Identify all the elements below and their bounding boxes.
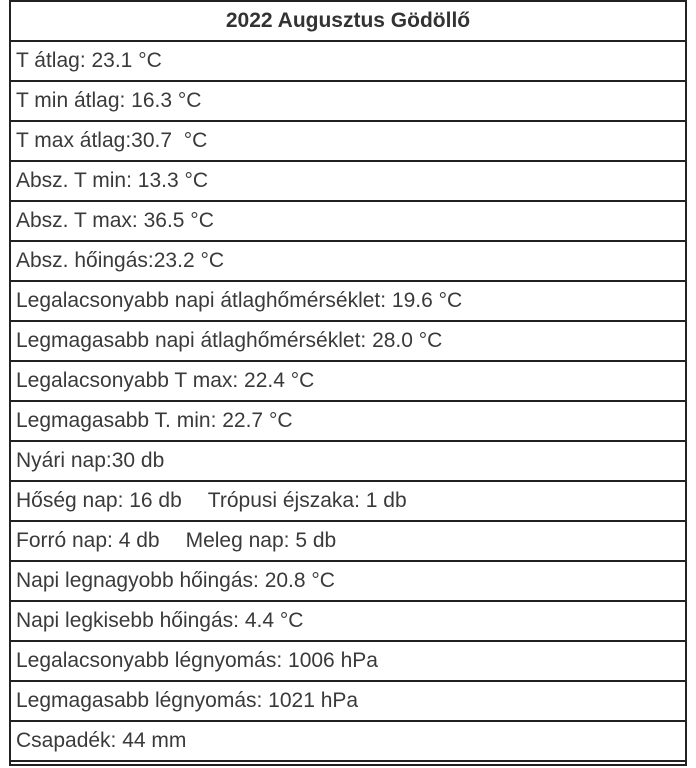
row-lowest-pressure: Legalacsonyabb légnyomás: 1006 hPa (11, 642, 685, 682)
weather-stats-table (9, 0, 687, 766)
row-max-daily-temp-range: Napi legnagyobb hőingás: 20.8 °C (11, 562, 685, 602)
row-abs-temp-range: Absz. hőingás:23.2 °C (11, 242, 685, 282)
row-t-average: T átlag: 23.1 °C (11, 42, 685, 82)
row-highest-pressure: Legmagasabb légnyomás: 1021 hPa (11, 682, 685, 722)
row-highest-t-min: Legmagasabb T. min: 22.7 °C (11, 402, 685, 442)
row-hot-days-warm-days (11, 522, 685, 562)
row-lowest-daily-average: Legalacsonyabb napi átlaghőmérséklet: 19.6 °C (11, 282, 685, 322)
row-lowest-t-max: Legalacsonyabb T max: 22.4 °C (11, 362, 685, 402)
row-min-daily-temp-range: Napi legkisebb hőingás: 4.4 °C (11, 602, 685, 642)
warm-days-label: Meleg nap: 5 db (185, 529, 337, 552)
row-abs-t-min: Absz. T min: 13.3 °C (11, 162, 685, 202)
row-summer-days: Nyári nap:30 db (11, 442, 685, 482)
table-title: 2022 Augusztus Gödöllő (11, 2, 685, 42)
row-highest-daily-average: Legmagasabb napi átlaghőmérséklet: 28.0 °C (11, 322, 685, 362)
hot-days-label: Forró nap: 4 db (16, 529, 160, 552)
row-abs-t-max: Absz. T max: 36.5 °C (11, 202, 685, 242)
table-bottom-border (11, 762, 685, 766)
row-precipitation: Csapadék: 44 mm (11, 722, 685, 762)
row-t-min-average: T min átlag: 16.3 °C (11, 82, 685, 122)
tropical-nights-label: Trópusi éjszaka: 1 db (207, 489, 407, 512)
heat-days-label: Hőség nap: 16 db (16, 489, 182, 512)
row-heat-days-tropical-nights (11, 482, 685, 522)
row-t-max-average: T max átlag:30.7 °C (11, 122, 685, 162)
